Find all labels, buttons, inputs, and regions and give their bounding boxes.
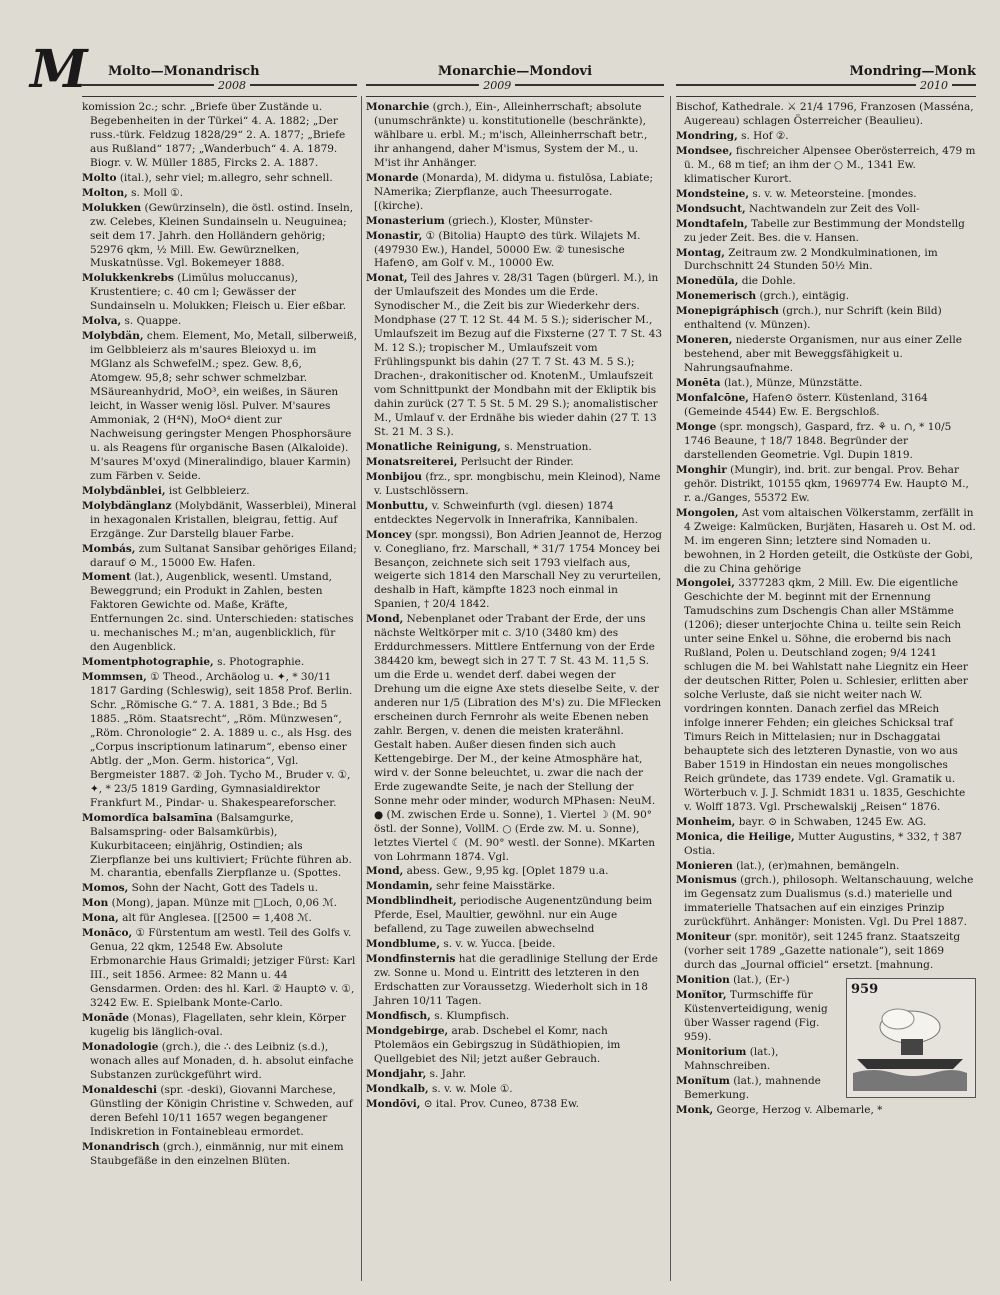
entry-text: (Gewürzinseln), die östl. ostind. Inseln, zw. Celebes, Kleinen Sundainseln u. Neuguinea; seit dem 17. Jahrh. den Holländern gehörig; 52976 qkm, ½ Mill. Ew. Gewürznelken, Muskatnüsse. Vgl. Bokemeyer 1888. [90, 201, 354, 270]
entry-headword: Monica, die Heilige, [676, 830, 795, 843]
entry-headword: Monasterium [366, 214, 445, 227]
entry-text: (lat.), Münze, Münzstätte. [723, 377, 863, 390]
dictionary-entry [676, 290, 976, 304]
entry-headword: Monedŭla, [676, 275, 739, 288]
entry-headword: Monatsreiterei, [366, 455, 458, 468]
dictionary-entry [366, 953, 664, 1009]
entry-text: chem. Element, Mo, Metall, silberweiß, im Gelbbleierz als m'saures Bleioxyd u. im MGlanz als SchwefelM.; spez. Gew. 8,6, Atomgew. 95,8; sehr schwer schmelzbar. MSäureanhydrid, MoO³, ein weißes, in Säuren leicht, in Wasser wenig lösl. Pulver. M'saures Ammoniak, 2 (H⁴N), MoO⁴ dient zur Nachweisung geringster Mengen Phosphorsäure u. als Reagens für organische Basen (Alkaloide). M'saures M'oxyd (Mineralindigo, blauer Karmin) zum Färben v. Seide. [90, 330, 357, 482]
entry-headword: Monheim, [676, 815, 736, 828]
entry-headword: Moneren, [676, 334, 733, 347]
entry-text: (griech.), Kloster, Münster- [448, 214, 593, 227]
dictionary-entry [82, 315, 357, 329]
entry-headword: Monēta [676, 377, 721, 390]
entry-headword: Mondamin, [366, 880, 433, 893]
entry-text: (spr. mongsch), Gaspard, frz. ⚘ u. ∩, * 10/5 1746 Beaune, † 18/7 1848. Begründer der darstellenden Geometrie. Vgl. Dupin 1819. [684, 420, 952, 461]
entry-headword: Mondfisch, [366, 1010, 431, 1022]
dictionary-entry [366, 456, 664, 470]
column-divider [361, 96, 362, 1281]
dictionary-entry [676, 1104, 976, 1118]
dictionary-entry [82, 897, 357, 911]
entry-headword: Mondgebirge, [366, 1024, 449, 1037]
column-number: 2009 [479, 79, 515, 92]
entry-text: George, Herzog v. Albemarle, * [716, 1103, 883, 1116]
entry-text: Sohn der Nacht, Gott des Tadels u. [131, 882, 319, 895]
entry-headword: Monbuttu, [366, 499, 429, 512]
dictionary-entry [676, 101, 976, 129]
entry-text: Turmschiffe für Küstenverteidigung, wenig über Wasser ragend (Fig. 959). [684, 989, 828, 1043]
entry-text: s. Klumpfisch. [434, 1010, 510, 1022]
entry-text: fischreicher Alpensee Oberösterreich, 479 m ü. M., 68 m tief; an ihm der ○ M., 1341 Ew. klimatischer Kurort. [684, 144, 976, 185]
dictionary-entry [82, 1012, 357, 1040]
entry-headword: Monieren [676, 859, 733, 872]
dictionary-entry [676, 334, 976, 376]
column-header: Molto—Monandrisch [108, 64, 260, 79]
dictionary-entry [82, 882, 357, 896]
entry-text: Perlsucht der Rinder. [460, 455, 574, 468]
dictionary-entry [366, 215, 664, 229]
entry-text: alt für Anglesea. [[2500 = 1,408 ℳ. [122, 912, 312, 925]
entry-headword: Mona, [82, 912, 119, 925]
entry-text: s. Moll ①. [131, 186, 184, 199]
entry-headword: Monarchie [366, 101, 430, 113]
entry-text: (grch.), philosoph. Weltanschauung, welche im Gegensatz zum Dualismus (s.d.) materielle und immaterielle Thatsachen auf ein einziges Prinzip zurückführt. Anhänger: Monisten. Vgl. Du Prel 1887. [684, 874, 974, 929]
entry-headword: Monemerisch [676, 290, 757, 303]
entry-text: Zeitraum zw. 2 Mondkulminationen, im Durchschnitt 24 Stunden 50½ Min. [684, 246, 938, 273]
dictionary-entry [82, 571, 357, 655]
entry-text: die Dohle. [741, 275, 796, 288]
dictionary-entry [676, 305, 976, 333]
entry-headword: Monition [676, 974, 730, 987]
entry-headword: Monāde [82, 1012, 130, 1024]
dictionary-entry [676, 507, 976, 577]
dictionary-entry [676, 831, 976, 859]
entry-headword: Molukken [82, 201, 142, 214]
entry-headword: Mondsucht, [676, 202, 746, 215]
dictionary-entry [366, 441, 664, 455]
dictionary-entry [676, 188, 976, 202]
entry-headword: Momordĭca balsamīna [82, 811, 213, 824]
entry-text: ① Theod., Archäolog u. ✦, * 30/11 1817 Garding (Schleswig), seit 1858 Prof. Berlin. Schr. „Römische G.“ 7. A. 1881, 3 Bde.; Bd 5 1885. „Röm. Staatsrecht“, „Röm. Münzwesen“, „Röm. Chronologie“ 2. A. 1889 u. c., als Hsg. des „Corpus inscriptionum latinarum“, ebenso einer Abtlg. der „Mon. Germ. historica“, Vgl. Bergmeister 1887. ② Joh. Tycho M., Bruder v. ①, ✦, * 23/5 1819 Garding, Gymnasialdirektor Frankfurt M., Pindar- u. Shakespeareforscher. [90, 671, 353, 809]
dictionary-entry [366, 1010, 664, 1024]
column-number: 2010 [916, 79, 952, 92]
entry-headword: Mommsen, [82, 671, 147, 684]
dictionary-entry [82, 1041, 357, 1083]
entry-text: (grch.), die ∴ des Leibniz (s.d.), wonach alles auf Monaden, d. h. absolut einfache Substanzen zurückgeführt wird. [90, 1040, 354, 1081]
entry-headword: Monatliche Reinigung, [366, 440, 501, 453]
entry-text: bayr. ⊙ in Schwaben, 1245 Ew. AG. [738, 815, 927, 828]
entry-text: ① (Bitolia) Haupt⊙ des türk. Wilajets M. (497930 Ew.), Handel, 50000 Ew. ② tunesische Hafen⊙, am Golf v. M., 10000 Ew. [374, 229, 641, 270]
entry-text: (grch.), Ein-, Alleinherrschaft; absolute (unumschränkte) u. konstitutionelle (beschränkte), wählbare u. erbl. M.; m'isch, Alleinherrschaft betr., ihr anhangend, daher M'ismus, System der M., u. M'ist ihr Anhänger. [374, 101, 648, 169]
entry-text: komission 2c.; schr. „Briefe über Zustände u. Begebenheiten in der Türkei“ 4. A. 1882; „Der russ.-türk. Feldzug 1828/29“ 2. A. 1877; „Briefe aus Rußland“ 1877; „Wanderbuch“ 4. A. 1879. Biogr. v. W. Müller 1885, Fircks 2. A. 1887. [82, 101, 346, 169]
dictionary-entry [676, 203, 976, 217]
entry-headword: Monge [676, 420, 717, 433]
entry-list [366, 101, 664, 1112]
dictionary-entry [82, 1084, 357, 1140]
dictionary-entry [366, 1083, 664, 1097]
entry-headword: Monk, [676, 1103, 714, 1116]
entry-text: Hafen⊙ österr. Küstenland, 3164 (Gemeinde 4544) Ew. E. Bergschloß. [684, 392, 928, 419]
entry-text: 3377283 qkm, 2 Mill. Ew. Die eigentliche Geschichte der M. beginnt mit der Ernennung Tamudschins zum Dschengis Chan aller MStämme (1206); dieser unterjochte China u. teilte sein Reich unter seine Enkel u. Söhne, die erobernd bis nach Rußland, Polen u. Deutschland zogen; 9/4 1241 schlugen die M. bei Wahlstatt nahe Liegnitz ein Heer der deutschen Ritter, Polen u. Schlesier, erlitten aber solche Verluste, daß sie nicht weiter nach W. vordringen konnten. Danach zerfiel das MReich infolge innerer Fehden; ein gleiches Schicksal traf Timurs Reich in Mittelasien; nur in Dschaggatai behauptete sich des letzteren Dynastie, von wo aus Baber 1519 in Hindostan ein neues mongolisches Reich gründete, das 1739 endete. Vgl. Gramatik u. Wörterbuch v. J. J. Schmidt 1831 u. 1835, Geschichte v. Wolff 1873. Vgl. Prschewalskij „Reisen“ 1876. [684, 577, 968, 813]
entry-headword: Mongolei, [676, 577, 735, 590]
entry-text: Nachtwandeln zur Zeit des Voll- [749, 202, 920, 215]
entry-text: v. Schweinfurth (vgl. diesen) 1874 entdecktes Negervolk in Innerafrika, Kannibalen. [374, 499, 639, 526]
entry-headword: Monarde [366, 171, 419, 184]
entry-text: (lat.), (er)mahnen, bemängeln. [736, 859, 900, 872]
entry-text: Bischof, Kathedrale. ⚔ 21/4 1796, Franzosen (Masséna, Augereau) schlagen Österreicher (Beaulieu). [676, 101, 974, 127]
column-number-rule [676, 79, 976, 97]
dictionary-entry [82, 101, 357, 171]
entry-text: s. Quappe. [124, 315, 182, 328]
dictionary-entry [82, 485, 357, 499]
entry-headword: Monĭtum [676, 1074, 730, 1087]
entry-headword: Molukkenkrebs [82, 272, 174, 285]
column-number: 2008 [214, 79, 250, 92]
entry-text: (grch.), eintägig. [759, 290, 850, 303]
column-divider [670, 96, 671, 1281]
dictionary-entry [82, 187, 357, 201]
dictionary-entry [676, 931, 976, 973]
entry-headword: Monandrisch [82, 1140, 160, 1153]
dictionary-entry [366, 272, 664, 439]
entry-list [676, 101, 976, 1118]
entry-text: niederste Organismen, nur aus einer Zelle bestehend, aber mit Beweggsfähigkeit u. Nahrungsaufnahme. [684, 334, 962, 375]
entry-headword: Monaldeschi [82, 1083, 158, 1096]
entry-text: ① Fürstentum am westl. Teil des Golfs v. Genua, 22 qkm, 12548 Ew. Absolute Erbmonarchie Haus Grimaldi; jetziger Fürst: Karl III., seit 1856. Armee: 82 Mann u. 44 Gensdarmen. Orden: des hl. Karl. ② Haupt⊙ v. ①, 3242 Ew. E. Spielbank Monte-Carlo. [90, 927, 356, 1010]
entry-headword: Mon [82, 897, 109, 910]
entry-text: (Mungir), ind. brit. zur bengal. Prov. Behar gehör. Distrikt, 10155 qkm, 1969774 Ew. Haupt⊙ M., r. a./Ganges, 55372 Ew. [684, 463, 969, 504]
page-letter: M [30, 39, 88, 100]
entry-headword: Monāco, [82, 927, 133, 940]
entry-headword: Momentphotographie, [82, 656, 214, 669]
entry-text: abess. Gew., 9,95 kg. [Oplet 1879 u.a. [406, 865, 609, 878]
dictionary-entry [82, 927, 357, 1011]
entry-text: (Limŭlus moluccanus), Krustentiere; c. 40 cm l; Gewässer der Sundainseln u. Molukken; Fleisch u. Eier eßbar. [90, 272, 347, 313]
entry-text: ⊙ ital. Prov. Cuneo, 8738 Ew. [423, 1097, 580, 1110]
dictionary-entry [676, 392, 976, 420]
column-3 [676, 62, 976, 1287]
dictionary-entry [82, 500, 357, 542]
entry-headword: Monepigráphisch [676, 305, 779, 318]
entry-headword: Molybdänglanz [82, 499, 172, 512]
dictionary-entry [676, 377, 976, 391]
entry-headword: Moniteur [676, 931, 731, 944]
dictionary-entry [676, 275, 976, 289]
dictionary-entry [366, 1068, 664, 1082]
dictionary-entry [82, 330, 357, 483]
dictionary-entry [366, 1025, 664, 1067]
entry-text: zum Sultanat Sansibar gehöriges Eiland; darauf ⊙ M., 15000 Ew. Hafen. [90, 542, 357, 569]
entry-text: Teil des Jahres v. 28/31 Tagen (bürgerl. M.), in der Umlaufszeit des Mondes um die Erde. Synodischer M., die Zeit bis zur Wiederkehr ders. Mondphase (27 T. 12 St. 44 M. 5 S.); siderischer M., Umlaufszeit im Bezug auf die Fixsterne (27 T. 7 St. 43 M. 12 S.); tropischer M., Umlaufszeit vom Frühlingspunkt bis dahin (27 T. 7 St. 43 M. 5 S.); Drachen-, drakonitischer od. KnotenM., Umlaufszeit vom Schnittpunkt der Mondbahn mit der Ekliptik bis dahin zurück (27 T. 5 St. 5 M. 29 S.); anomalistischer M., Umlauf v. der Erdnähe bis wieder dahin (27 T. 13 St. 21 M. 3 S.). [374, 272, 663, 438]
entry-headword: Monadologie [82, 1040, 159, 1053]
entry-headword: Monbijou [366, 470, 423, 483]
entry-headword: Monismus [676, 874, 737, 887]
dictionary-entry [366, 938, 664, 952]
entry-headword: Moncey [366, 528, 412, 541]
entry-headword: Mondring, [676, 129, 738, 142]
dictionary-entry [366, 500, 664, 528]
entry-headword: Montag, [676, 246, 725, 259]
entry-headword: Mondblume, [366, 938, 441, 951]
dictionary-entry [676, 860, 976, 874]
dictionary-entry [366, 471, 664, 499]
figure-number: 959 [851, 982, 879, 998]
entry-text: (Monas), Flagellaten, sehr klein, Körper kugelig bis länglich-oval. [90, 1012, 346, 1038]
entry-headword: Mondsee, [676, 144, 733, 157]
dictionary-entry [82, 272, 357, 314]
dictionary-entry [676, 130, 976, 144]
dictionary-entry [82, 671, 357, 811]
entry-text: ist Gelbbleierz. [168, 484, 250, 497]
entry-headword: Momos, [82, 882, 129, 895]
entry-headword: Molybdänblei, [82, 484, 166, 497]
dictionary-entry [366, 529, 664, 613]
figure-monitor-ship [846, 978, 976, 1098]
column-header: Mondring—Monk [849, 64, 976, 79]
dictionary-entry [366, 172, 664, 214]
dictionary-entry [366, 880, 664, 894]
entry-text: s. Jahr. [429, 1067, 467, 1080]
dictionary-entry [676, 218, 976, 246]
dictionary-entry [676, 247, 976, 275]
dictionary-entry [82, 656, 357, 670]
entry-text: (lat.), Mahnschreiben. [684, 1045, 779, 1072]
dictionary-entry [366, 895, 664, 937]
entry-text: (spr. -deski), Giovanni Marchese, Günstling der Königin Christine v. Schweden, auf deren Befehl 10/11 1657 wegen begangener Indiskretion in Fontainebleau ermordet. [90, 1083, 353, 1138]
entry-text: (ital.), sehr viel; m.allegro, sehr schnell. [119, 171, 333, 184]
entry-text: (Mong), japan. Münze mit □Loch, 0,06 ℳ. [111, 897, 338, 910]
dictionary-entry [82, 812, 357, 882]
dictionary-entry [676, 145, 976, 187]
entry-headword: Mondblindheit, [366, 895, 457, 908]
dictionary-entry [82, 1141, 357, 1169]
entry-text: s. v. w. Meteorsteine. [mondes. [752, 187, 917, 200]
entry-headword: Mond, [366, 865, 404, 878]
dictionary-entry [676, 874, 976, 930]
entry-text: (lat.), (Er-) [733, 974, 790, 987]
entry-text: (spr. monitör), seit 1245 franz. Staatszeitg (vorher seit 1789 „Gazette nationale“), seit 1869 durch das „Journal officiel“ ersetzt. [mahnung. [684, 931, 961, 972]
entry-text: s. v. w. Yucca. [beide. [443, 938, 556, 951]
column-number-rule [366, 79, 664, 97]
entry-headword: Monitorium [676, 1045, 747, 1058]
dictionary-entry [366, 1098, 664, 1112]
entry-headword: Mondōvi, [366, 1097, 421, 1110]
entry-headword: Molto [82, 171, 117, 184]
dictionary-entry [82, 202, 357, 272]
entry-headword: Monghir [676, 463, 727, 476]
dictionary-entry [366, 230, 664, 272]
entry-headword: Molton, [82, 186, 128, 199]
dictionary-entry [676, 464, 976, 506]
dictionary-entry [676, 816, 976, 830]
entry-text: s. Menstruation. [504, 440, 592, 453]
column-2 [366, 62, 664, 1287]
column-number-rule [82, 79, 357, 97]
entry-text: sehr feine Maisstärke. [436, 880, 556, 893]
entry-headword: Mongolen, [676, 506, 739, 519]
dictionary-entry [366, 613, 664, 864]
entry-text: (lat.), Augenblick, wesentl. Umstand, Beweggrund; ein Produkt in Zahlen, besten Faktoren Gewichte od. Maße, Kräfte, Entfernungen 2c. sind. Unterschieden: statisches u. mechanisches M.; m'an, augenblicklich, für den Augenblick. [90, 571, 354, 654]
entry-headword: Monfalcōne, [676, 392, 749, 405]
entry-headword: Mondkalb, [366, 1082, 429, 1095]
entry-text: arab. Dschebel el Komr, nach Ptolemäos ein Gebirgszug in Südäthiopien, im Quellgebiet des Nil; jetzt außer Gebrauch. [374, 1024, 621, 1065]
entry-text: Ast vom altaischen Völkerstamm, zerfällt in 4 Zweige: Kalmücken, Burjäten, Hasareh u. Ost M. od. M. im engeren Sinn; letztere sind Nomaden u. bewohnen, in 2 Horden geteilt, die Ostküste der Gobi, die zu China gehörige [684, 506, 976, 575]
entry-text: (Monarda), M. didyma u. fistulōsa, Labiate; NAmerika; Zierpflanze, auch Theesurrogate. [(kirche). [374, 171, 654, 212]
entry-text: periodische Augenentzündung beim Pferde, Esel, Maultier, gewöhnl. nur ein Auge befallend, zu Tage zuweilen abwechselnd [374, 895, 653, 936]
entry-headword: Mondjahr, [366, 1067, 427, 1080]
dictionary-entry [676, 421, 976, 463]
dictionary-entry [82, 543, 357, 571]
entry-text: (grch.), nur Schrift (kein Bild) enthaltend (v. Münzen). [684, 305, 942, 332]
entry-text: s. Photographie. [217, 656, 305, 669]
entry-headword: Mondfinsternis [366, 953, 456, 966]
entry-headword: Molybdän, [82, 330, 144, 343]
dictionary-entry [366, 865, 664, 879]
entry-text: Nebenplanet oder Trabant der Erde, der uns nächste Weltkörper mit c. 3/10 (3480 km) des Erddurchmessers. Mittlere Entfernung von der Erde 384420 km, bewegt sich in 27 T. 7 St. 43 M. 11,5 S. um die Erde u. wendet derf. dabei wegen der Drehung um die eigne Axe stets dieselbe Seite, v. der anderen nur 1/5 (Libration des M's) zu. Die MFlecken erscheinen durch Fernrohr als weite Ebenen neben zahlr. Bergen, v. denen die meisten kraterähnl. Gestalt haben. Außer diesen finden sich auch Kettengebirge. Der M., der keine Atmosphäre hat, wird v. der Sonne beleuchtet, u. zwar die nach der Erde zugewandte Seite, je nach der Stellung der Sonne mehr oder minder, wodurch MPhasen: NeuM. ● (M. zwischen Erde u. Sonne), 1. Viertel ☽ (M. 90° östl. der Sonne), VollM. ○ (Erde zw. M. u. Sonne), letztes Viertel ☾ (M. 90° westl. der Sonne). MKarten von Lohrmann 1874. Vgl. [374, 613, 662, 863]
entry-text: s. v. w. Mole ①. [432, 1082, 513, 1095]
entry-text: (Balsamgurke, Balsamspring- oder Balsamkürbis), Kukurbitaceen; einjährig, Ostindien; als Zierpflanze bei uns kultiviert; Früchte führen ab. M. charantia, ebenfalls Zierpflanze u. (Spottes. [90, 811, 352, 880]
entry-headword: Mombás, [82, 542, 136, 555]
entry-list [82, 101, 357, 1168]
entry-headword: Mondsteine, [676, 187, 750, 200]
dictionary-entry [82, 912, 357, 926]
entry-headword: Monastir, [366, 229, 423, 242]
ship-illustration [853, 1001, 967, 1091]
dictionary-entry [82, 172, 357, 186]
entry-headword: Monat, [366, 272, 408, 285]
entry-text: Mutter Augustins, * 332, † 387 Ostia. [684, 830, 963, 857]
entry-headword: Mond, [366, 613, 404, 626]
entry-headword: Molva, [82, 315, 122, 328]
column-header: Monarchie—Mondovi [437, 64, 593, 79]
entry-text: hat die geradlinige Stellung der Erde zw. Sonne u. Mond u. Eintritt des letzteren in den Erdschatten zur Voraussetzg. Wiederholt sich in 18 Jahren 10/11 Tagen. [374, 953, 658, 1008]
entry-text: (spr. mongssi), Bon Adrien Jeannot de, Herzog v. Conegliano, frz. Marschall, * 31/7 1754 Moncey bei Besançon, zeichnete sich seit 1793 vielfach aus, weigerte sich 1814 den Marschall Ney zu verurteilen, deshalb in Haft, kämpfte 1823 noch einmal in Spanien, † 20/4 1842. [374, 528, 662, 611]
entry-text: Tabelle zur Bestimmung der Mondstellg zu jeder Zeit. Bes. die v. Hansen. [684, 217, 965, 244]
entry-headword: Moment [82, 571, 131, 584]
entry-text: (Molybdänit, Wasserblei), Mineral in hexagonalen Kristallen, bleigrau, fettig. Auf Erzgänge. Zur Darstellg blauer Farbe. [90, 499, 357, 540]
entry-text: (lat.), mahnende Bemerkung. [684, 1074, 821, 1101]
entry-text: (grch.), einmännig, nur mit einem Staubgefäße in den einzelnen Blüten. [90, 1140, 344, 1167]
entry-text: (frz., spr. mongbischu, mein Kleinod), Name v. Lustschlössern. [374, 470, 661, 497]
entry-headword: Monĭtor, [676, 989, 727, 1002]
entry-headword: Mondtafeln, [676, 217, 748, 230]
entry-text: s. Hof ②. [741, 129, 789, 142]
column-1 [82, 62, 357, 1287]
dictionary-entry [676, 577, 976, 814]
dictionary-entry [366, 101, 664, 171]
